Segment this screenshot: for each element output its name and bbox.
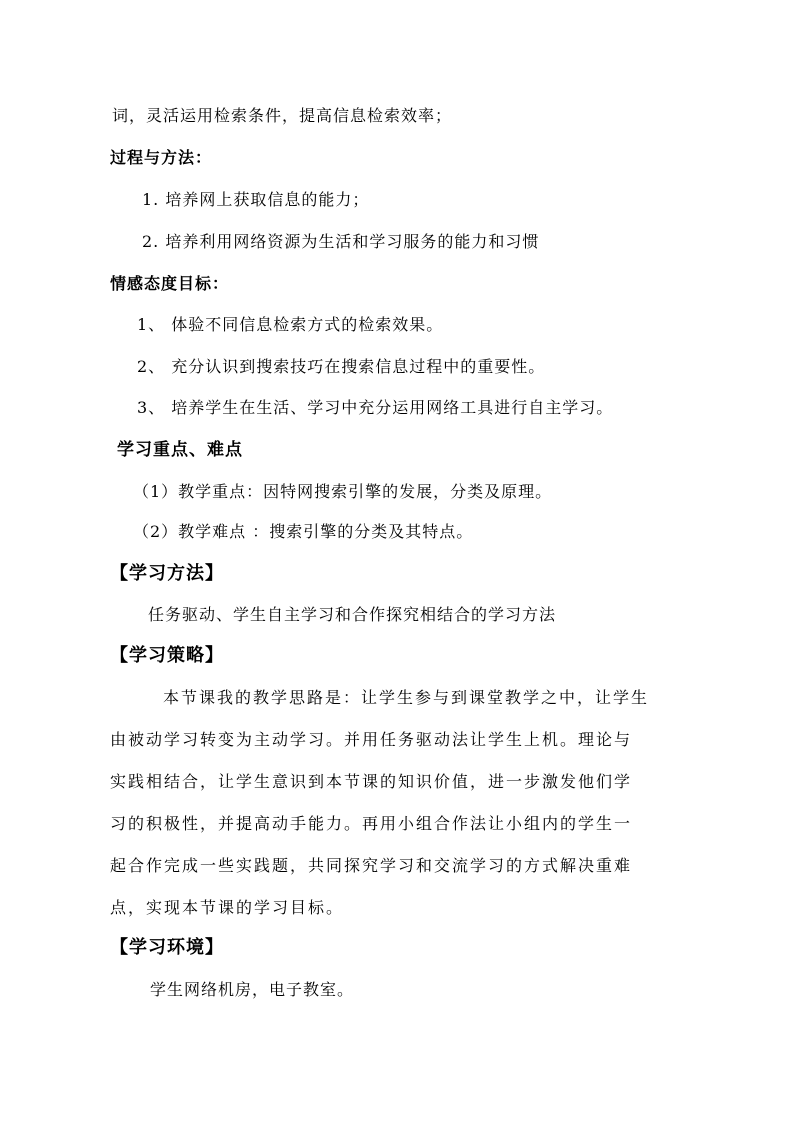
emotion-item-1: 1、 体验不同信息检索方式的检索效果。	[137, 315, 444, 334]
strategy-line: 实践相结合，让学生意识到本节课的知识价值，进一步激发他们学	[110, 772, 633, 791]
strategy-line: 点，实现本节课的学习目标。	[110, 898, 345, 917]
key-point-item: （1）教学重点：因特网搜索引擎的发展，分类及原理。	[133, 482, 553, 501]
strategy-line: 习的积极性，并提高动手能力。再用小组合作法让小组内的学生一	[110, 814, 633, 833]
key-points-heading: 学习重点、难点	[117, 440, 243, 460]
method-heading: 【学习方法】	[110, 563, 224, 584]
process-item-1: 1. 培养网上获取信息的能力；	[142, 190, 370, 209]
strategy-line: 由被动学习转变为主动学习。并用任务驱动法让学生上机。理论与	[110, 730, 633, 749]
method-text: 任务驱动、学生自主学习和合作探究相结合的学习方法	[148, 605, 557, 624]
process-item-2: 2. 培养利用网络资源为生活和学习服务的能力和习惯	[142, 232, 540, 251]
process-heading: 过程与方法：	[110, 148, 213, 167]
knowledge-goal-tail: 词，灵活运用检索条件，提高信息检索效率；	[112, 106, 453, 125]
strategy-line: 本节课我的教学思路是：让学生参与到课堂教学之中，让学生	[163, 688, 650, 707]
emotion-heading: 情感态度目标：	[110, 274, 230, 293]
strategy-line: 起合作完成一些实践题，共同探究学习和交流学习的方式解决重难	[110, 856, 633, 875]
strategy-heading: 【学习策略】	[110, 645, 224, 666]
emotion-item-2: 2、 充分认识到搜索技巧在搜索信息过程中的重要性。	[137, 357, 546, 376]
environment-heading: 【学习环境】	[110, 937, 224, 958]
emotion-item-3: 3、 培养学生在生活、学习中充分运用网络工具进行自主学习。	[137, 398, 614, 417]
difficult-point-item: （2）教学难点 ：搜索引擎的分类及其特点。	[133, 522, 474, 541]
environment-text: 学生网络机房，电子教室。	[150, 980, 355, 999]
